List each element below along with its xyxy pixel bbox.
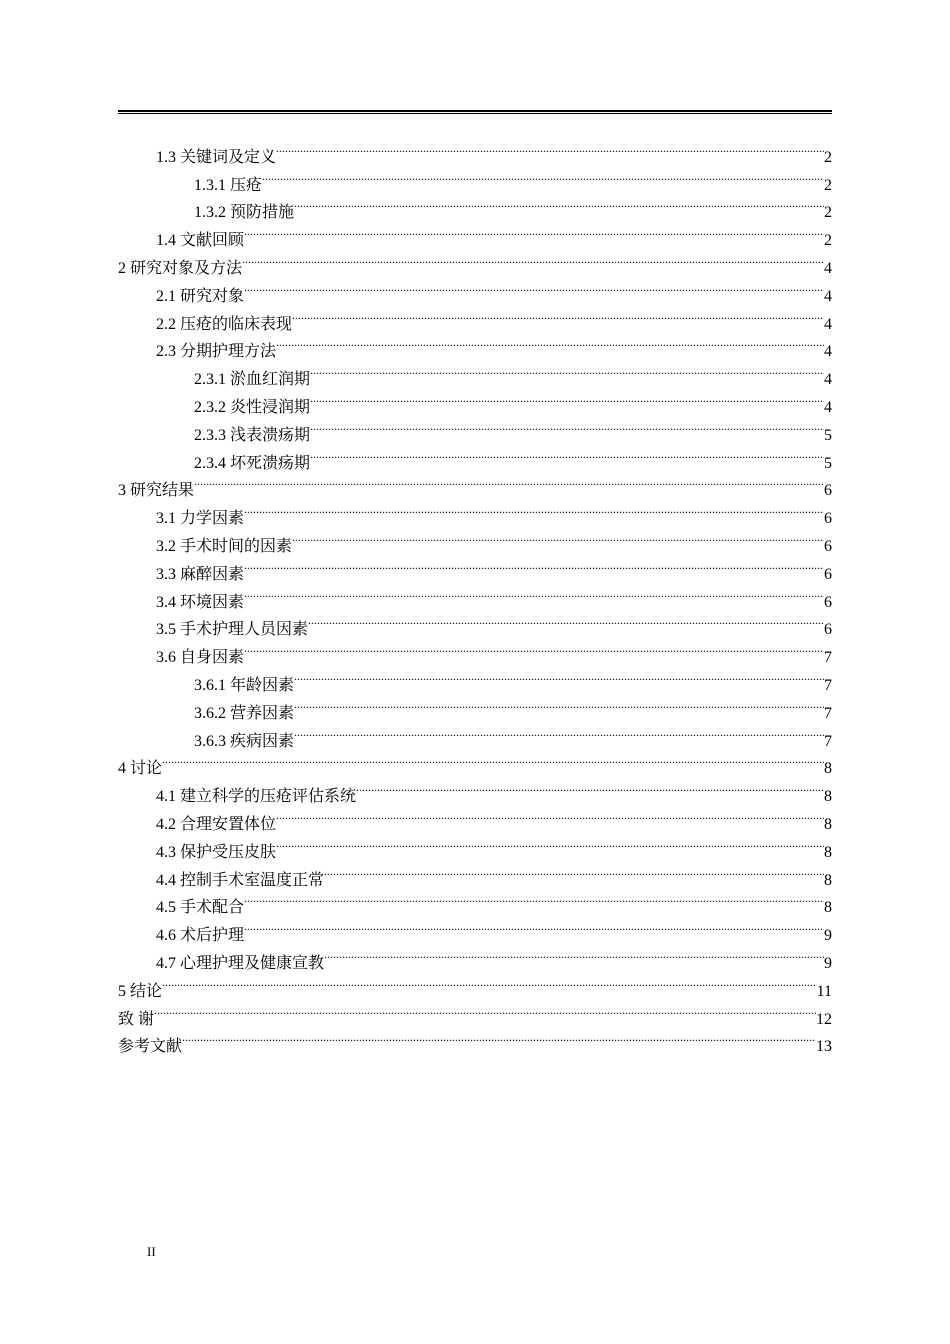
toc-entry-label: 1.3 关键词及定义 (156, 148, 277, 166)
toc-dot-leader (244, 551, 824, 579)
toc-entry[interactable] (118, 746, 832, 778)
toc-dot-leader (310, 440, 824, 468)
toc-dot-leader (310, 412, 824, 440)
header-rule (118, 110, 832, 114)
toc-entry-page: 5 (824, 426, 832, 444)
toc-entry-page: 6 (824, 482, 832, 500)
toc-entry-page: 4 (824, 287, 832, 305)
toc-entry-page: 7 (824, 732, 832, 750)
toc-dot-leader (294, 190, 824, 218)
table-of-contents (118, 134, 832, 1056)
toc-dot-leader (324, 857, 824, 885)
toc-entry-label: 4.6 术后护理 (156, 927, 245, 945)
toc-dot-leader (294, 662, 824, 690)
toc-entry-label: 5 结论 (118, 982, 163, 1000)
toc-dot-leader (308, 607, 824, 635)
toc-dot-leader (310, 384, 824, 412)
toc-dot-leader (162, 746, 824, 774)
toc-dot-leader (244, 579, 824, 607)
toc-dot-leader (276, 801, 824, 829)
toc-entry-page: 2 (824, 148, 832, 166)
toc-entry-page: 6 (824, 537, 832, 555)
toc-entry-label: 1.3.2 预防措施 (194, 204, 295, 222)
toc-entry-label: 2 研究对象及方法 (118, 259, 243, 277)
toc-dot-leader (244, 273, 824, 301)
toc-entry-page: 4 (824, 259, 832, 277)
toc-dot-leader (276, 134, 824, 162)
toc-entry-page: 6 (824, 593, 832, 611)
toc-dot-leader (292, 301, 824, 329)
toc-entry-label: 2.3 分期护理方法 (156, 343, 277, 361)
toc-dot-leader (244, 912, 824, 940)
toc-entry-page: 8 (824, 899, 832, 917)
toc-dot-leader (324, 940, 824, 968)
toc-entry-label: 参考文献 (118, 1038, 183, 1056)
toc-dot-leader (244, 495, 824, 523)
toc-entry-label: 4.5 手术配合 (156, 899, 245, 917)
toc-entry-label: 3.1 力学因素 (156, 510, 245, 528)
toc-dot-leader (294, 718, 824, 746)
toc-entry[interactable] (118, 968, 832, 1000)
toc-entry-page: 8 (824, 843, 832, 861)
toc-entry-page: 11 (816, 982, 832, 1000)
toc-dot-leader (244, 885, 824, 913)
toc-entry-label: 2.3.2 炎性浸润期 (194, 398, 311, 416)
toc-entry-label: 4.4 控制手术室温度正常 (156, 871, 325, 889)
toc-entry-label: 3.3 麻醉因素 (156, 565, 245, 583)
toc-dot-leader (162, 968, 817, 996)
toc-dot-leader (294, 690, 824, 718)
toc-entry[interactable] (118, 134, 832, 166)
toc-entry-page: 9 (824, 927, 832, 945)
toc-dot-leader (310, 356, 824, 384)
toc-entry-page: 4 (824, 398, 832, 416)
toc-entry-page: 12 (816, 1010, 832, 1028)
toc-entry-page: 9 (824, 954, 832, 972)
toc-entry[interactable] (118, 996, 832, 1028)
toc-dot-leader (276, 329, 824, 357)
toc-entry-label: 2.3.3 浅表溃疡期 (194, 426, 311, 444)
footer-page-number: II (147, 1244, 156, 1259)
toc-entry-page: 6 (824, 621, 832, 639)
toc-entry-label: 4 讨论 (118, 760, 163, 778)
toc-dot-leader (154, 996, 816, 1024)
toc-entry-label: 2.2 压疮的临床表现 (156, 315, 293, 333)
toc-entry-page: 4 (824, 371, 832, 389)
toc-entry[interactable] (118, 773, 832, 806)
toc-entry-page: 5 (824, 454, 832, 472)
toc-entry-label: 3.6.2 营养因素 (194, 704, 295, 722)
toc-entry-page: 8 (824, 788, 832, 806)
toc-dot-leader (194, 468, 824, 496)
toc-entry-label: 2.3.1 淤血红润期 (194, 371, 311, 389)
toc-dot-leader (262, 162, 824, 190)
toc-entry-label: 4.1 建立科学的压疮评估系统 (156, 788, 357, 806)
toc-entry-page: 7 (824, 649, 832, 667)
toc-entry-label: 3 研究结果 (118, 482, 195, 500)
toc-entry-page: 6 (824, 565, 832, 583)
toc-entry-label: 致 谢 (118, 1010, 155, 1028)
toc-dot-leader (242, 245, 824, 273)
toc-entry-page: 2 (824, 176, 832, 194)
toc-entry-label: 4.2 合理安置体位 (156, 815, 277, 833)
toc-entry-page: 4 (824, 343, 832, 361)
toc-dot-leader (292, 523, 824, 551)
toc-entry[interactable] (118, 468, 832, 500)
toc-entry-page: 6 (824, 510, 832, 528)
toc-entry-label: 1.4 文献回顾 (156, 232, 245, 250)
toc-entry-label: 3.6 自身因素 (156, 649, 245, 667)
toc-entry-label: 4.3 保护受压皮肤 (156, 843, 277, 861)
toc-entry-label: 3.5 手术护理人员因素 (156, 621, 309, 639)
toc-entry-label: 4.7 心理护理及健康宣教 (156, 954, 325, 972)
toc-entry-page: 8 (824, 871, 832, 889)
toc-entry-page: 8 (824, 815, 832, 833)
toc-entry-label: 1.3.1 压疮 (194, 176, 263, 194)
toc-entry-page: 2 (824, 204, 832, 222)
toc-dot-leader (244, 634, 824, 662)
toc-entry[interactable] (118, 1024, 832, 1056)
toc-dot-leader (244, 217, 824, 245)
toc-entry-page: 2 (824, 232, 832, 250)
toc-dot-leader (182, 1024, 816, 1052)
toc-dot-leader (356, 773, 824, 801)
toc-entry-label: 3.4 环境因素 (156, 593, 245, 611)
toc-entry-label: 3.6.3 疾病因素 (194, 732, 295, 750)
toc-entry-page: 8 (824, 760, 832, 778)
toc-entry-page: 13 (816, 1038, 832, 1056)
toc-entry-label: 3.2 手术时间的因素 (156, 537, 293, 555)
toc-entry[interactable] (118, 495, 832, 528)
toc-entry-page: 4 (824, 315, 832, 333)
toc-entry-label: 3.6.1 年龄因素 (194, 676, 295, 694)
toc-entry-page: 7 (824, 676, 832, 694)
toc-entry-page: 7 (824, 704, 832, 722)
toc-dot-leader (276, 829, 824, 857)
toc-entry-label: 2.1 研究对象 (156, 287, 245, 305)
toc-entry-label: 2.3.4 坏死溃疡期 (194, 454, 311, 472)
